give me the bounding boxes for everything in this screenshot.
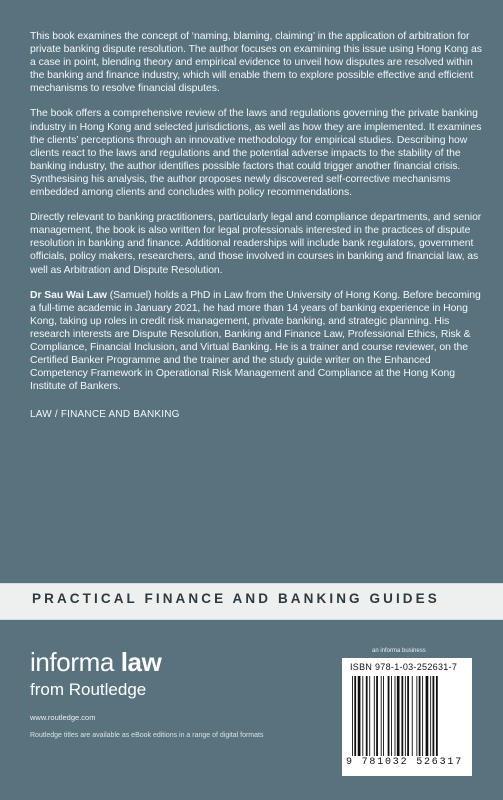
ebook-note: Routledge titles are available as eBook editions in a range of digital formats bbox=[30, 732, 264, 739]
author-name: Dr Sau Wai Law bbox=[30, 289, 107, 301]
blurb-paragraph-2: The book offers a comprehensive review of the laws and regulations governing the private banking industry in Hong Kong and selected jurisdictions, as well as how they are implemented. It examines the clients’ perceptions through an innovative methodology for empirical studies. Describing how clients react to the laws and regulations and the potential adverse impacts to the stability of the banking industry, the author identifies possible factors that could trigger another financial crisis. Synthesising his analysis, the author proposes newly discovered self-corrective mechanisms embedded among clients and concludes with policy recommendations. bbox=[30, 108, 482, 199]
publisher-url: www.routledge.com bbox=[30, 713, 96, 722]
logo-law: law bbox=[113, 647, 162, 677]
barcode-icon bbox=[350, 676, 464, 756]
publisher-logo-subline: from Routledge bbox=[30, 680, 147, 699]
logo-informa: informa bbox=[30, 647, 114, 677]
blurb-paragraph-1: This book examines the concept of ‘naming, blaming, claiming’ in the application of arbitration for private banking dispute resolution. The author focuses on examining this issue using Hong Kong as a case in point, blending theory and empirical evidence to unveil how disputes are resolved within the banking and finance industry, which will enable them to explore possible effective and efficient mechanisms to resolve financial disputes. bbox=[30, 31, 482, 95]
barcode-digits: 9 781032 526317 bbox=[346, 757, 464, 768]
blurb-paragraph-3: Directly relevant to banking practitioners, particularly legal and compliance departments, and senior management, the book is also written for legal professionals interested in the practices of dispute resolution in banking and finance. Additional readerships will include bank regulators, government officials, policy makers, researchers, and those involved in courses in banking and financial law, as well as Arbitration and Dispute Resolution. bbox=[30, 212, 482, 276]
isbn-label: ISBN 978-1-03-252631-7 bbox=[350, 662, 458, 672]
subject-category: LAW / FINANCE AND BANKING bbox=[30, 409, 180, 421]
publisher-logo bbox=[30, 648, 161, 676]
blurb bbox=[30, 30, 482, 420]
author-bio-text: (Samuel) holds a PhD in Law from the University of Hong Kong. Before becoming a full-time academic in January 2021, he had more than 14 years of banking experience in Hong Kong, taking up roles in credit risk management, private banking, and strategic planning. His research interests are Dispute Resolution, Banking and Finance Law, Professional Ethics, Risk & Compliance, Financial Inclusion, and Virtual Banking. He is a trainer and course reviewer, on the Certified Banker Programme and the trainer and the study guide writer on the Enhanced Competency Framework in Operational Risk Management and Compliance at the Hong Kong Institute of Bankers. bbox=[30, 289, 481, 393]
series-title: PRACTICAL FINANCE AND BANKING GUIDES bbox=[32, 591, 440, 606]
author-bio bbox=[30, 289, 482, 394]
barcode-panel bbox=[342, 658, 472, 776]
informa-business-tag: an informa business bbox=[372, 648, 426, 654]
